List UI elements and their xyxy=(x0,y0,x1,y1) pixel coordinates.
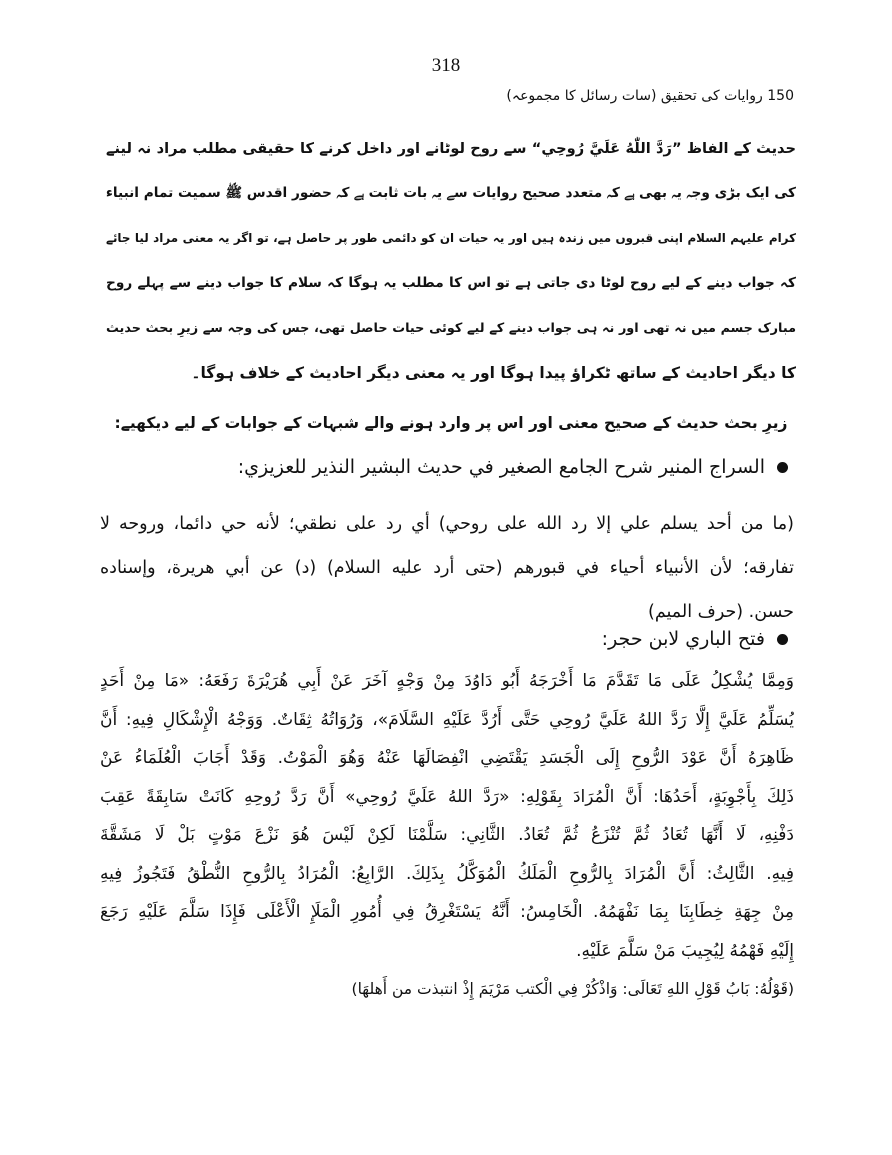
arabic-line: (ما من أحد يسلم علي إلا رد الله على روحي) أي رد على نطقي؛ لأنه حي دائما، وروحه لا xyxy=(100,514,794,534)
siraj-quote xyxy=(100,502,794,634)
arabic-line: يُسَلِّمُ عَلَيَّ إِلَّا رَدَّ اللهُ عَلَيَّ رُوحِي حَتَّى أَرُدَّ عَلَيْهِ السَّلَامَ»، وَرُوَاتُهُ ثِقَاتٌ. وَوَجْهُ الْإِشْكَالِ فِيهِ: أَنَّ xyxy=(100,709,794,730)
urdu-line: حدیث کے الفاظ ”رَدَّ اللّٰهُ عَلَيَّ رُوحِي“ سے روح لوٹانے اور داخل کرنے کا حقیقی مطلب مراد نہ لینے xyxy=(106,140,796,157)
arabic-line: ذَلِكَ بِأَجْوِبَةٍ، أَحَدُهَا: أَنَّ الْمُرَادَ بِقَوْلِهِ: «رَدَّ اللهُ عَلَيَّ رُوحِي» أَنَّ رَدَّ رُوحِهِ كَانَتْ سَابِقَةً عَقِبَ xyxy=(100,786,794,807)
arabic-line: تفارقه؛ لأن الأنبياء أحياء في قبورهم (حتى أرد عليه السلام) (د) عن أبي هريرة، وإسناده xyxy=(100,558,794,578)
urdu-paragraph xyxy=(106,126,796,396)
siraj-title-text: السراج المنير شرح الجامع الصغير في حديث البشير النذير للعزيزي: xyxy=(237,456,765,478)
bullet-icon xyxy=(777,634,788,645)
urdu-line: مبارک جسم میں نہ تھی اور نہ ہی جواب دینے کے لیے کوئی حیات حاصل تھی، جس کی وجہ سے زیرِ بحث حدیث xyxy=(106,321,796,336)
urdu-line: کہ جواب دینے کے لیے روح لوٹا دی جاتی ہے تو اس کا مطلب یہ ہوگا کہ سلام کا جواب دینے سے پہلے روح xyxy=(106,275,796,291)
fath-quote xyxy=(100,662,794,970)
arabic-line: دَفْنِهِ، لَا أَنَّهَا تُعَادُ ثُمَّ تُنْزَعُ ثُمَّ تُعَادُ. الثَّانِي: سَلَّمْنَا لَكِنْ لَيْسَ هُوَ نَزْعَ مَوْتٍ بَلْ لَا مَشَقَّةَ xyxy=(100,825,794,845)
arabic-line: حسن. (حرف الميم) xyxy=(648,602,794,622)
arabic-line: إِلَيْهِ فَهْمُهُ لِيُجِيبَ مَنْ سَلَّمَ عَلَيْهِ. xyxy=(576,940,794,961)
arabic-line: فِيهِ. الثَّالِثُ: أَنَّ الْمُرَادَ بِالرُّوحِ الْمَلَكُ الْمُوَكَّلُ بِذَلِكَ. الرَّابِعُ: الْمُرَادُ بِالرُّوحِ النُّطْقُ فَتَجُوزُ فِيهِ xyxy=(100,863,794,884)
urdu-section-heading: زیرِ بحث حدیث کے صحیح معنی اور اس پر وارد ہونے والے شبہات کے جوابات کے لیے دیکھیے: xyxy=(114,414,788,432)
fath-title-text: فتح الباري لابن حجر: xyxy=(601,628,765,650)
urdu-line: کی ایک بڑی وجہ یہ بھی ہے کہ متعدد صحیح روایات سے یہ بات ثابت ہے کہ حضور اقدس ﷺ سمیت تمام انبیاء xyxy=(106,185,796,201)
arabic-line: ظَاهِرَهُ أَنَّ عَوْدَ الرُّوحِ إِلَى الْجَسَدِ يَقْتَضِي انْفِصَالَهَا عَنْهُ وَهُوَ الْمَوْتُ. وَقَدْ أَجَابَ الْعُلَمَاءُ عَنْ xyxy=(100,748,794,768)
arabic-line: وَمِمَّا يُشْكِلُ عَلَى مَا تَقَدَّمَ مَا أَخْرَجَهُ أَبُو دَاوُدَ مِنْ وَجْهٍ آخَرَ عَنْ أَبِي هُرَيْرَةَ رَفَعَهُ: «مَا مِنْ أَحَدٍ xyxy=(100,671,794,691)
urdu-line: کرام علیہم السلام اپنی قبروں میں زندہ ہیں اور یہ حیات ان کو دائمی طور پر حاصل ہے، تو اگر یہ معنی مراد لیا جائے xyxy=(106,231,796,245)
chapter-reference: (قَوْلُهُ: بَابُ قَوْلِ اللهِ تَعَالَى: وَاذْكُرْ فِي الْكتب مَرْيَمَ إِذْ انتبذت من أَهلهَا) xyxy=(351,980,794,998)
arabic-line: مِنْ جِهَةِ خِطَابِنَا بِمَا نَفْهَمُهُ. الْخَامِسُ: أَنَّهُ يَسْتَغْرِقُ فِي أُمُورِ الْمَلَإِ الْأَعْلَى فَإِذَا سَلَّمَ عَلَيْهِ رَجَعَ xyxy=(100,902,794,922)
urdu-line: کا دیگر احادیث کے ساتھ ٹکراؤ پیدا ہوگا اور یہ معنی دیگر احادیث کے خلاف ہوگا۔ xyxy=(191,364,796,382)
running-header: 150 روایات کی تحقیق (سات رسائل کا مجموعہ) xyxy=(506,88,794,104)
page-number: 318 xyxy=(431,55,461,76)
bullet-icon xyxy=(777,462,788,473)
siraj-source-title xyxy=(238,456,788,478)
fath-source-title xyxy=(602,628,788,650)
